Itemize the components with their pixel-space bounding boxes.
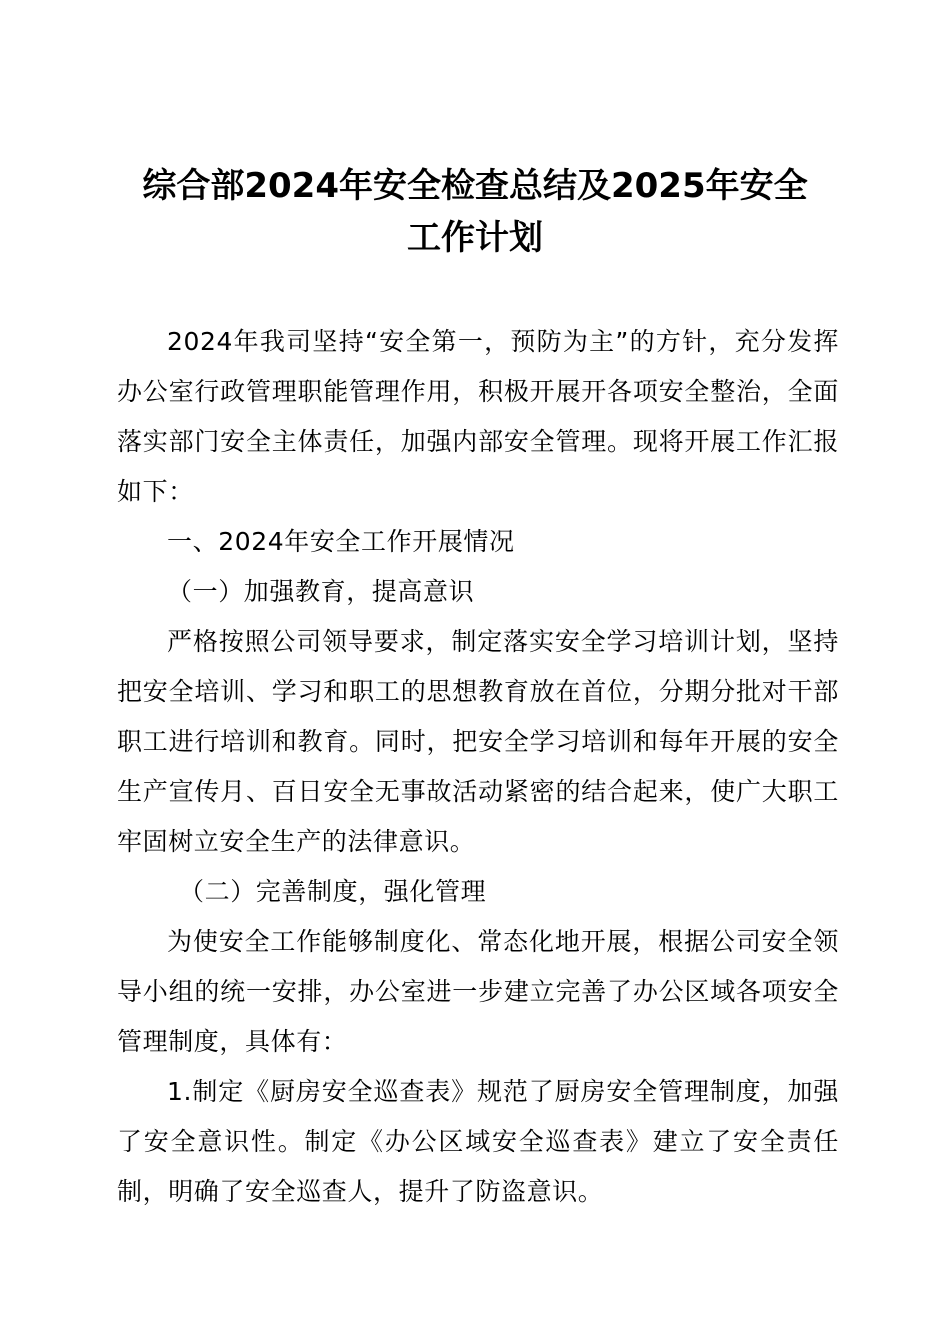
subsection-heading-1: （一）加强教育，提高意识 [167,577,475,606]
document-body [117,317,839,1217]
section-heading-1: 一、2024年安全工作开展情况 [167,527,515,556]
document-title-line-1: 综合部2024年安全检查总结及2025年安全 [142,166,808,206]
intro-paragraph: 2024年我司坚持“安全第一，预防为主”的方针，充分发挥办公室行政管理职能管理作用，积极开展开各项安全整治，全面落实部门安全主体责任，加强内部安全管理。现将开展工作汇报如下： [117,327,839,506]
subsection-heading-2: （二）完善制度，强化管理 [179,877,487,906]
document-title-line-2: 工作计划 [407,218,543,258]
education-paragraph: 严格按照公司领导要求，制定落实安全学习培训计划，坚持把安全培训、学习和职工的思想教育放在首位，分期分批对干部职工进行培训和教育。同时，把安全学习培训和每年开展的安全生产宣传月、百日安全无事故活动紧密的结合起来，使广大职工牢固树立安全生产的法律意识。 [117,627,839,856]
kitchen-table-paragraph: 1.制定《厨房安全巡查表》规范了厨房安全管理制度，加强了安全意识性。制定《办公区域安全巡查表》建立了安全责任制，明确了安全巡查人，提升了防盗意识。 [117,1077,839,1206]
system-paragraph: 为使安全工作能够制度化、常态化地开展，根据公司安全领导小组的统一安排，办公室进一步建立完善了办公区域各项安全管理制度，具体有： [117,927,839,1056]
